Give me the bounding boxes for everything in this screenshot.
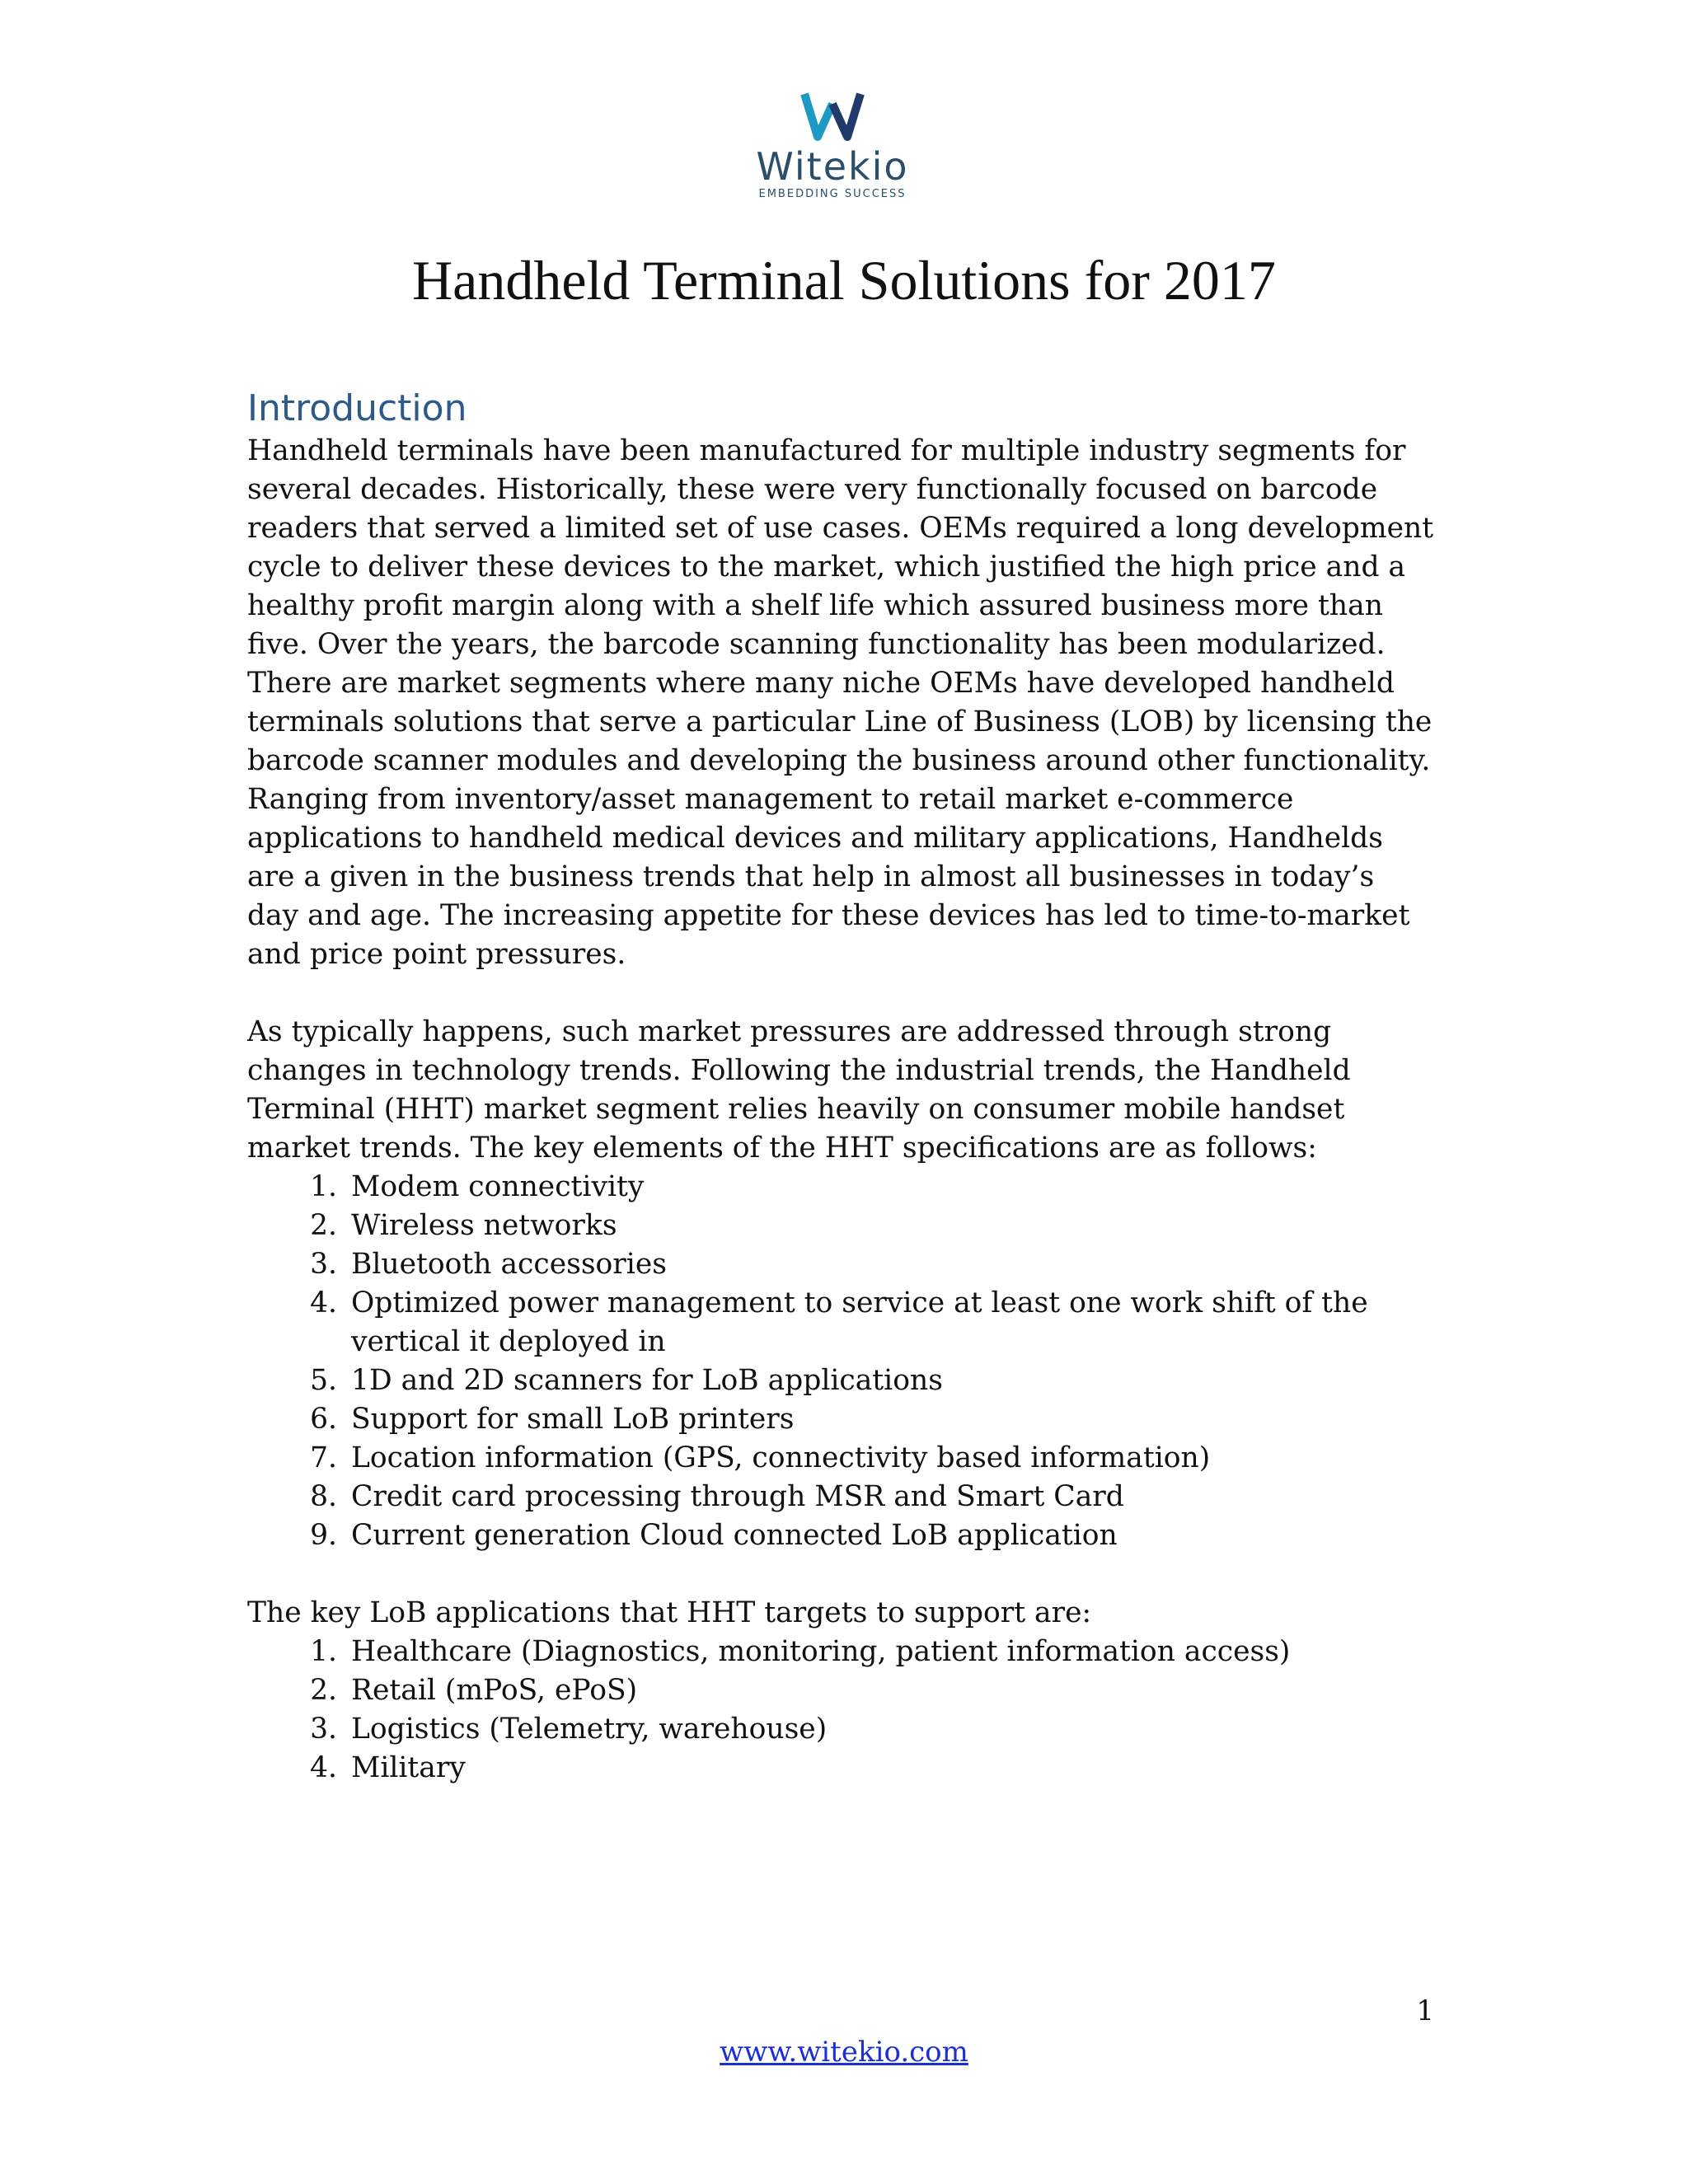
witekio-w-icon — [799, 89, 865, 142]
list-item: 7. Location information (GPS, connectivity based information) — [346, 1439, 1434, 1478]
list-item: 1. Healthcare (Diagnostics, monitoring, patient information access) — [346, 1633, 1434, 1671]
list-item: 4. Optimized power management to service at least one work shift of the vertical it deployed in — [346, 1284, 1434, 1361]
logo-brand-name: Witekio — [756, 144, 909, 189]
website-link[interactable]: www.witekio.com — [720, 2036, 968, 2069]
list-item: 5. 1D and 2D scanners for LoB applications — [346, 1361, 1434, 1400]
list-item: 3. Logistics (Telemetry, warehouse) — [346, 1710, 1434, 1749]
list-item: 2. Wireless networks — [346, 1207, 1434, 1245]
intro-paragraph: Handheld terminals have been manufactured for multiple industry segments for several decades. Historically, these were very functionally focused on barcode readers that served a limited set of use cases. OEMs required a long development cycle to deliver these devices to the market, which justified the high price and a healthy profit margin along with a shelf life which assured business more than five. Over the years, the barcode scanning functionality has been modularized. There are market segments where many niche OEMs have developed handheld terminals solutions that serve a particular Line of Business (LOB) by licensing the barcode scanner modules and developing the business around other functionality. Ranging from inventory/asset management to retail market e-commerce applications to handheld medical devices and military applications, Handhelds are a given in the business trends that help in almost all businesses in today’s day and age. The increasing appetite for these devices has led to time-to-market and price point pressures. — [247, 434, 1434, 971]
trends-paragraph: As typically happens, such market pressures are addressed through strong changes in technology trends. Following the industrial trends, the Handheld Terminal (HHT) market segment relies heavily on consumer mobile handset market trends. The key elements of the HHT specifications are as follows: — [247, 1015, 1351, 1165]
list-item: 6. Support for small LoB printers — [346, 1400, 1434, 1439]
list-item: 2. Retail (mPoS, ePoS) — [346, 1671, 1434, 1710]
list-item: 9. Current generation Cloud connected LoB application — [346, 1516, 1434, 1555]
page-number: 1 — [1416, 1994, 1434, 2027]
document-body — [247, 386, 1434, 1788]
logo-tagline: EMBEDDING SUCCESS — [758, 188, 907, 200]
footer — [0, 2036, 1688, 2069]
witekio-logo — [725, 89, 940, 221]
document-title: Handheld Terminal Solutions for 2017 — [412, 249, 1276, 312]
lob-application-list — [247, 1633, 1434, 1788]
list-item: 8. Credit card processing through MSR and Smart Card — [346, 1478, 1434, 1516]
section-heading-introduction: Introduction — [247, 387, 467, 429]
list-item: 4. Military — [346, 1749, 1434, 1788]
hht-spec-list — [247, 1168, 1434, 1555]
applications-paragraph: The key LoB applications that HHT targets to support are: — [247, 1596, 1092, 1629]
list-item: 3. Bluetooth accessories — [346, 1245, 1434, 1284]
list-item: 1. Modem connectivity — [346, 1168, 1434, 1207]
